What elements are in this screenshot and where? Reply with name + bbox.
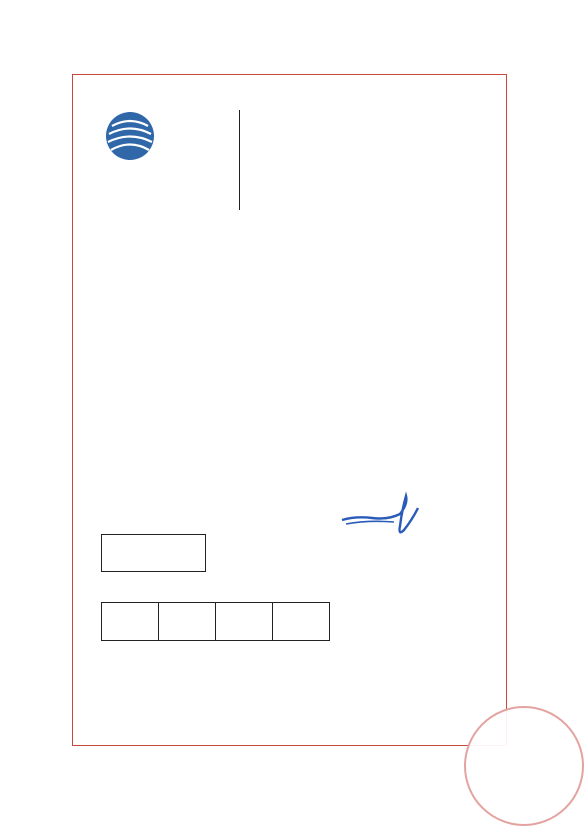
ornament-border-top: [0, 0, 585, 72]
barcode-bars-icon: [102, 535, 205, 561]
signature-scribble-icon: [338, 490, 428, 540]
validity-year-cell: [216, 603, 273, 640]
header-divider: [239, 110, 240, 210]
ornament-border-left: [0, 0, 70, 830]
validity-years-table: [101, 602, 330, 641]
barcode: [101, 534, 206, 572]
validity-year-cell: [159, 603, 216, 640]
misem-badge: [464, 706, 584, 826]
validity-year-cell: [273, 603, 329, 640]
tmmob-logo: [104, 108, 224, 228]
tmmob-emblem-icon: [104, 108, 164, 168]
validity-year-cell: [102, 603, 159, 640]
